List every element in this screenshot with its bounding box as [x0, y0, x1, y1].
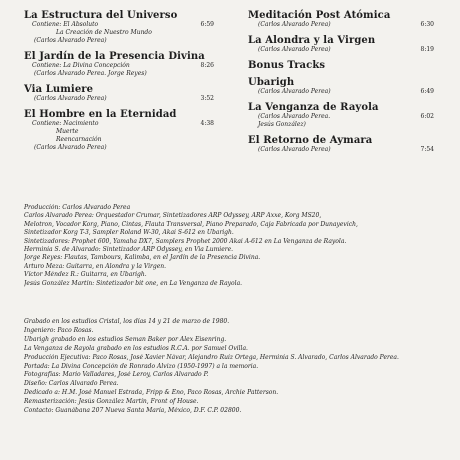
left-tracklist [24, 10, 214, 158]
track-title: El Jardín de la Presencia Divina [24, 51, 205, 62]
track-detail-text: (Carlos Alvarado Perea) [34, 95, 107, 102]
note-line: La Venganza de Rayola grabado en los estudios R.C.A. por Samuel Ovilla. [24, 344, 248, 352]
track-detail-text: Contiene: La Divina Concepción [32, 62, 130, 69]
track-detail-line [248, 88, 434, 96]
track-detail-text: (Carlos Alvarado Perea) [258, 46, 331, 53]
track-detail-text: Contiene: Nacimiento [32, 120, 99, 127]
note-line: Remasterización: Jesús González Martín, Front of House. [24, 398, 199, 406]
track-detail-text: Contiene: El Absoluto [32, 21, 99, 28]
credit-line: Jesús González Martín: Sintetizador bit one, en La Venganza de Rayola. [24, 279, 243, 287]
track-duration: 8:26 [200, 62, 214, 69]
track-detail-line [248, 46, 434, 54]
track-detail-line [24, 136, 214, 144]
track-detail-line [24, 21, 214, 29]
right-tracklist [248, 10, 434, 160]
track-detail-line [248, 113, 434, 121]
track-detail-line [248, 21, 434, 29]
track-detail-text: (Carlos Alvarado Perea) [258, 21, 331, 28]
credit-line: Arturo Meza: Guitarra, en Alondra y la Virgen. [24, 262, 167, 270]
track-title: Bonus Tracks [248, 60, 326, 71]
track-title: La Alondra y la Virgen [248, 35, 376, 46]
credit-line: Producción: Carlos Alvarado Perea [24, 204, 131, 211]
track-duration: 7:54 [420, 146, 434, 153]
track-detail-line [248, 121, 434, 129]
credit-line: Sintetizadores: Prophet 600, Yamaha DX7, Samplers Prophet 2000 Akai A-612 en La Venganza de Rayola. [24, 237, 347, 245]
track-duration: 6:02 [420, 113, 434, 120]
track-detail-line [24, 62, 214, 70]
note-line: Dedicado a: H.M. José Manuel Estrada, Fripp & Eno, Paco Rosas, Archie Patterson. [24, 389, 279, 397]
track-detail-text: (Carlos Alvarado Perea) [34, 144, 107, 151]
credit-line: Víctor Méndez R.: Guitarra, en Ubarigh. [24, 271, 147, 279]
credit-line: Carlos Alvarado Perea: Orquestador Crumar, Sintetizadores ARP Odyssey, ARP Axxe, Korg MS20, [24, 212, 322, 220]
note-line: Diseño: Carlos Alvarado Perea. [24, 380, 119, 388]
credit-line: Jorge Reyes: Flautas, Tambours, Kalimba, en el Jardín de la Presencia Divina. [24, 254, 261, 262]
track-detail-text: (Carlos Alvarado Perea. Jorge Reyes) [34, 70, 147, 77]
track-duration: 6:59 [200, 21, 214, 28]
track-duration: 3:52 [200, 95, 214, 102]
track-detail-line [24, 29, 214, 37]
note-line: Grabado en los estudios Cristal, los días 14 y 21 de marzo de 1980. [24, 318, 230, 325]
note-line: Portada: La Divina Concepción de Ronrado Alvizo (1950-1997) a la memoria. [24, 362, 259, 370]
track-detail-line [24, 70, 214, 78]
note-line: Ingeniero: Paco Rosas. [24, 326, 94, 334]
track-detail-text: (Carlos Alvarado Perea) [258, 88, 331, 95]
track-title: El Retorno de Aymara [248, 135, 373, 146]
track-entry [248, 77, 434, 96]
track-title: Ubarigh [248, 77, 295, 88]
track-entry [248, 60, 434, 71]
note-line: Producción Ejecutiva: Paco Rosas, José Xavier Návar, Alejandro Ruiz Ortega, Herminia S. Alvarado, Carlos Alvarado Perea. [24, 353, 399, 361]
track-detail-text: (Carlos Alvarado Perea) [34, 37, 107, 44]
track-entry [24, 109, 214, 152]
note-line: Fotografías: Mario Valladares, José Leroy, Carlos Alvarado P. [24, 371, 209, 379]
track-detail-text: Jesús González) [258, 121, 306, 128]
track-detail-text: Reencarnación [56, 136, 102, 143]
credit-line: Melotron, Vocador Korg, Piano, Cintas, Flauta Transversal, Piano Preparado, Caja Fabricada por Dunayevich, [24, 220, 358, 228]
track-entry [24, 84, 214, 103]
track-title: La Estructura del Universo [24, 10, 178, 21]
track-detail-line [248, 146, 434, 154]
track-detail-text: Muerte [56, 128, 79, 135]
musician-credits [24, 204, 444, 288]
track-detail-line [24, 128, 214, 136]
track-entry [248, 102, 434, 129]
credit-line: Sintetizador Korg T-3, Sampler Roland W-30, Akai S-612 en Ubarigh. [24, 229, 234, 237]
track-detail-text: La Creación de Nuestro Mundo [56, 29, 152, 36]
track-detail-line [24, 95, 214, 103]
track-entry [248, 10, 434, 29]
track-entry [248, 135, 434, 154]
track-detail-line [24, 144, 214, 152]
production-notes [24, 318, 444, 416]
track-title: Meditación Post Atómica [248, 10, 391, 21]
track-entry [24, 51, 214, 78]
track-detail-line [24, 37, 214, 45]
track-title: La Venganza de Rayola [248, 102, 379, 113]
track-duration: 6:49 [420, 88, 434, 95]
track-entry [24, 10, 214, 45]
track-duration: 6:30 [420, 21, 434, 28]
track-title: El Hombre en la Eternidad [24, 109, 177, 120]
note-line: Contacto: Guanábana 207 Nueva Santa María, México, D.F. C.P. 02800. [24, 407, 242, 415]
track-detail-text: (Carlos Alvarado Perea. [258, 113, 331, 120]
track-entry [248, 35, 434, 54]
track-detail-text: (Carlos Alvarado Perea) [258, 146, 331, 153]
note-line: Ubarigh grabado en los estudios Seman Baker por Alex Eisenring. [24, 335, 227, 343]
track-detail-line [24, 120, 214, 128]
track-title: Via Lumiere [24, 84, 94, 95]
track-duration: 4:38 [200, 120, 214, 127]
track-duration: 8:19 [420, 46, 434, 53]
credit-line: Herminia S. de Alvarado: Sintetizador ARP Odyssey, en Via Lumiere. [24, 246, 234, 254]
